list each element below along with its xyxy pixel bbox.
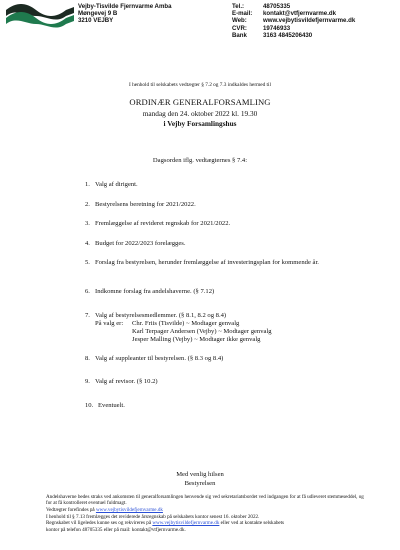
footer-text: Vedtægter forefindes på	[46, 507, 96, 513]
item-text: Forslag fra bestyrelsen, herunder fremlæggelse af investeringsplan for kommende år.	[95, 259, 319, 266]
contact-label: Web:	[232, 17, 247, 25]
company-city: 3210 VEJBY	[78, 17, 114, 25]
meeting-place: i Vejby Forsamlingshus	[163, 119, 237, 128]
list-item	[85, 219, 380, 228]
election-prefix: På valg er:	[95, 320, 124, 327]
item-text: Budget for 2022/2023 forelægges.	[95, 240, 186, 247]
item-text: Valg af dirigent.	[95, 181, 138, 188]
candidate-item: Karl Terpager Andersen (Vejby) ~ Modtager genvalg	[132, 328, 272, 335]
closing-greeting: Med venlig hilsen	[176, 471, 224, 478]
item-number: 7.	[85, 312, 90, 319]
footer-line: I henhold til § 7.13 fremlægges det reviderede årsregnskab på selskabets kontor senest 16. oktober 2022.	[46, 513, 260, 520]
contact-value: 48705335	[263, 3, 291, 10]
list-item	[85, 377, 380, 386]
item-text: Valg af bestyrelsesmedlemmer. (§ 8.1, 8.2 og 8.4)	[95, 312, 227, 319]
footer-text: eller ved at kontakte selskabets	[219, 520, 285, 527]
contact-value[interactable]: www.vejbytisvildefjernvarme.dk	[263, 17, 356, 25]
item-number: 3.	[85, 220, 90, 227]
contact-row	[232, 10, 355, 17]
list-item	[85, 239, 380, 248]
intro-text: I henhold til selskabets vedtægter § 7.2 og 7.3 indkaldes hermed til	[129, 82, 271, 88]
contact-row	[232, 3, 355, 10]
contact-row	[232, 25, 355, 32]
item-number: 2.	[85, 201, 90, 208]
company-logo	[4, 2, 76, 30]
contact-label: Tel.:	[232, 3, 245, 10]
list-item	[85, 311, 380, 320]
footer-line	[46, 520, 376, 527]
wave-logo-icon	[4, 2, 76, 30]
footer-text: Regnskabet vil ligeledes kunne ses og rekvireres på	[46, 520, 153, 527]
company-address	[78, 3, 171, 25]
contact-label: CVR:	[232, 24, 247, 32]
footer-notes	[46, 507, 376, 533]
list-item	[85, 200, 380, 209]
candidate-item: Chr. Friis (Tisvilde) ~ Modtager genvalg	[132, 320, 240, 327]
meeting-date: mandag den 24. oktober 2022 kl. 19.30	[142, 109, 258, 118]
item-number: 6.	[85, 288, 90, 295]
item-number: 1.	[85, 181, 90, 188]
list-item	[85, 258, 380, 267]
candidate-item: Jesper Malling (Vejby) ~ Modtager ikke genvalg	[132, 336, 261, 343]
contact-row	[232, 17, 355, 24]
item-number: 10.	[85, 402, 94, 409]
item-text: Fremlæggelse af revideret regnskab for 2021/2022.	[95, 220, 231, 227]
contact-label: Bank	[232, 31, 247, 39]
item-text: Valg af suppleanter til bestyrelsen. (§ 8.3 og 8.4)	[95, 355, 224, 362]
footer-line	[46, 507, 376, 514]
website-link[interactable]: www.vejbytisvildefjernvarme.dk	[152, 520, 220, 527]
item-text: Indkomne forslag fra andelshaverne. (§ 7.12)	[95, 288, 215, 295]
contact-row	[232, 32, 355, 39]
item-number: 5.	[85, 259, 90, 266]
contact-value: 3163 4845206430	[263, 31, 313, 39]
attendance-note: Andelshaverne bedes straks ved ankomsten til generalforsamlingen henvende sig ved sekretariatsbordet ved indgangen for at få udleveret stemmeseddel, og for at få kontrolleret eventuel fuldmagt.	[46, 494, 364, 507]
contact-value[interactable]: kontakt@vtfjernvarme.dk	[263, 10, 336, 18]
website-link[interactable]: www.vejbytisvildefjernvarme.dk	[95, 507, 163, 513]
closing-signature: Bestyrelsen	[184, 480, 216, 487]
list-item	[85, 180, 380, 189]
contact-block	[232, 3, 355, 39]
item-text: Bestyrelsens beretning for 2021/2022.	[95, 201, 196, 208]
page-title: ORDINÆR GENERALFORSAMLING	[129, 97, 271, 107]
item-number: 4.	[85, 240, 90, 247]
item-number: 9.	[85, 378, 90, 385]
company-name: Vejby-Tisvilde Fjernvarme Amba	[78, 3, 172, 10]
list-item	[85, 287, 380, 296]
company-street: Møngevej 9 B	[78, 10, 118, 18]
agenda-heading: Dagsorden iflg. vedtægternes § 7.4:	[152, 157, 248, 164]
list-item	[85, 401, 383, 410]
contact-value: 19746933	[263, 24, 291, 32]
footer-line: kontor på telefon 48705335 eller på mail: kontakt@vtfjernvarme.dk.	[46, 526, 186, 533]
item-number: 8.	[85, 355, 90, 362]
list-item	[85, 354, 380, 363]
contact-label: E-mail:	[232, 10, 253, 18]
item-text: Eventuelt.	[98, 402, 125, 409]
item-text: Valg af revisor. (§ 10.2)	[95, 378, 158, 385]
